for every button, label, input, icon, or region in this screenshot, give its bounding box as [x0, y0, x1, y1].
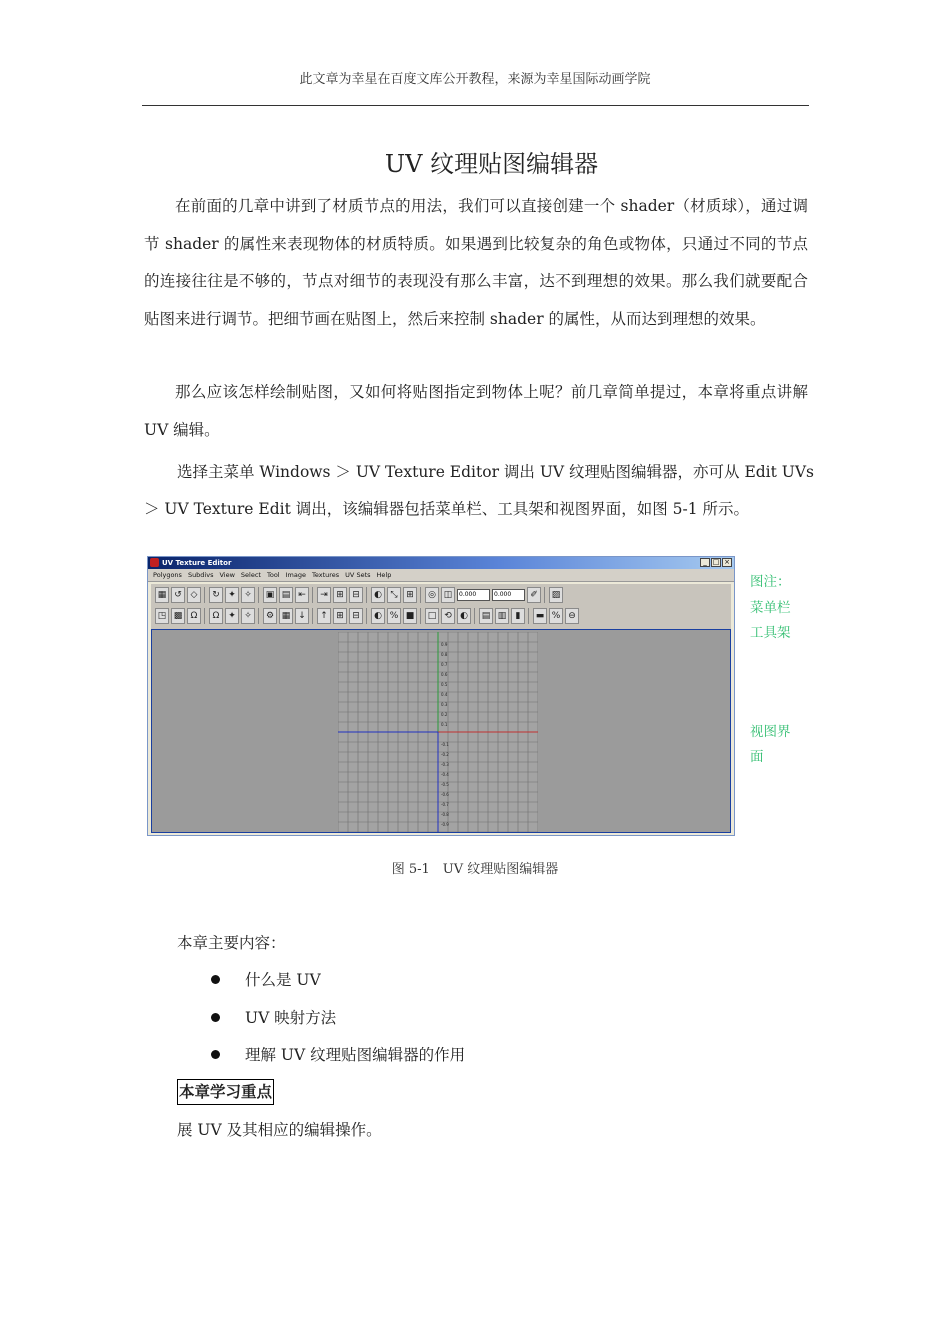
- menu-tool: Tool: [266, 571, 280, 579]
- toolbar-tool-icon: ✦: [225, 587, 239, 603]
- grid-tick-label: 0.5: [441, 682, 448, 687]
- toolbar-tool-icon: Ω: [209, 608, 223, 624]
- toolbar-tool-icon: ◫: [441, 587, 455, 603]
- grid-tick-label: 0.4: [441, 692, 448, 697]
- toolbar-tool-icon: ↻: [209, 587, 223, 603]
- toolbar-separator: [204, 608, 207, 624]
- toolbar-row-2: [155, 608, 579, 624]
- toolbar-tool-icon: ↓: [295, 608, 309, 624]
- toolbar-tool-icon: ▦: [155, 587, 169, 603]
- grid-tick-label: 0.8: [441, 652, 448, 657]
- paragraph-menu-line1: 选择主菜单 Windows ＞ UV Texture Editor 调出 UV 纹理贴图编辑器，亦可从 Edit UVs: [177, 463, 814, 481]
- note-viewport-2: 面: [750, 749, 764, 765]
- toolbar-tool-icon: ⇥: [317, 587, 331, 603]
- toolbar-tool-icon: ✧: [241, 608, 255, 624]
- toolbar-tool-icon: ▣: [263, 587, 277, 603]
- toolbar-tool-icon: ◳: [155, 608, 169, 624]
- toolbar-tool-icon: %: [549, 608, 563, 624]
- toolbar-tool-icon: □: [425, 608, 439, 624]
- toolbar-separator: [366, 587, 369, 603]
- toolbar-separator: [312, 608, 315, 624]
- editor-toolbar: [151, 584, 731, 630]
- grid-tick-label: -0.6: [441, 792, 449, 797]
- grid-tick-label: -0.4: [441, 772, 449, 777]
- paragraph-question: 那么应该怎样绘制贴图，又如何将贴图指定到物体上呢？前几章简单提过，本章将重点讲解 UV 编辑。: [144, 383, 808, 439]
- toolbar-separator: [204, 587, 207, 603]
- menu-textures: Textures: [311, 571, 340, 579]
- toolbar-tool-icon: ◐: [457, 608, 471, 624]
- bullet-dot: [211, 975, 220, 984]
- grid-tick-label: -0.1: [441, 742, 449, 747]
- uv-editor-screenshot: [147, 556, 735, 836]
- toolbar-tool-icon: ▤: [279, 587, 293, 603]
- figure-caption: 图 5-1 UV 纹理贴图编辑器: [391, 862, 559, 877]
- toolbar-tool-icon: ✦: [225, 608, 239, 624]
- toolbar-tool-icon: ⚙: [263, 608, 277, 624]
- menu-image: Image: [285, 571, 306, 579]
- key-points-title: 本章学习重点: [177, 1079, 274, 1105]
- toolbar-tool-icon: ◐: [371, 587, 385, 603]
- toolbar-tool-icon: ▥: [495, 608, 509, 624]
- grid-tick-label: 0.3: [441, 702, 448, 707]
- toolbar-tool-icon: ⇤: [295, 587, 309, 603]
- toolbar-tool-icon: ✧: [241, 587, 255, 603]
- toolbar-tool-icon: ⊟: [349, 608, 363, 624]
- grid-tick-label: -0.7: [441, 802, 449, 807]
- toolbar-separator: [366, 608, 369, 624]
- bullet-dot: [211, 1013, 220, 1022]
- toolbar-tool-icon: ✐: [527, 587, 541, 603]
- grid-tick-label: -0.8: [441, 812, 449, 817]
- note-viewport-1: 视图界: [750, 724, 791, 740]
- window-controls: [700, 558, 732, 567]
- menu-subdivs: Subdivs: [187, 571, 214, 579]
- grid-tick-label: -0.5: [441, 782, 449, 787]
- menu-select: Select: [240, 571, 261, 579]
- editor-menubar: [148, 569, 734, 582]
- contents-title: 本章主要内容：: [177, 934, 286, 952]
- maya-logo-icon: [150, 558, 159, 567]
- toolbar-tool-icon: ▨: [549, 587, 563, 603]
- note-label: 图注：: [750, 574, 791, 590]
- toolbar-tool-icon: ■: [403, 608, 417, 624]
- toolbar-tool-icon: ▤: [479, 608, 493, 624]
- grid-tick-label: 0.2: [441, 712, 448, 717]
- toolbar-tool-icon: ◇: [187, 587, 201, 603]
- toolbar-tool-icon: ↺: [171, 587, 185, 603]
- toolbar-tool-icon: ⊞: [333, 608, 347, 624]
- uv-viewport: [151, 629, 731, 833]
- toolbar-tool-icon: ⤡: [387, 587, 401, 603]
- toolbar-tool-icon: ▩: [171, 608, 185, 624]
- toolbar-row-1: [155, 587, 563, 603]
- grid-tick-label: -0.9: [441, 822, 449, 827]
- bullet-item-3: 理解 UV 纹理贴图编辑器的作用: [245, 1046, 466, 1064]
- menu-polygons: Polygons: [153, 571, 182, 579]
- toolbar-tool-icon: ⊖: [565, 608, 579, 624]
- menu-help: Help: [376, 571, 392, 579]
- toolbar-separator: [528, 608, 531, 624]
- maximize-icon: □: [712, 558, 720, 566]
- toolbar-tool-icon: ▬: [533, 608, 547, 624]
- bullet-item-1: 什么是 UV: [245, 971, 321, 989]
- uv-grid: [338, 632, 538, 832]
- uv-value-field: 0.000: [457, 589, 490, 601]
- toolbar-separator: [420, 587, 423, 603]
- toolbar-tool-icon: Ω: [187, 608, 201, 624]
- grid-tick-label: 0.6: [441, 672, 448, 677]
- toolbar-tool-icon: ⊟: [349, 587, 363, 603]
- toolbar-tool-icon: ◐: [371, 608, 385, 624]
- toolbar-separator: [474, 608, 477, 624]
- toolbar-tool-icon: ▮: [511, 608, 525, 624]
- menu-view: View: [219, 571, 235, 579]
- grid-tick-label: 0.1: [441, 722, 448, 727]
- paragraph-menu-line2: ＞ UV Texture Edit 调出，该编辑器包括菜单栏、工具架和视图界面，如图 5-1 所示。: [144, 500, 750, 518]
- toolbar-tool-icon: ⊞: [403, 587, 417, 603]
- toolbar-separator: [258, 587, 261, 603]
- toolbar-tool-icon: ▦: [279, 608, 293, 624]
- toolbar-separator: [420, 608, 423, 624]
- close-icon: ×: [722, 558, 732, 567]
- paragraph-intro: 在前面的几章中讲到了材质节点的用法，我们可以直接创建一个 shader（材质球），通过调节 shader 的属性来表现物体的材质特质。如果遇到比较复杂的角色或物体，只通过不同的节点的连接往往是不够的，节点对细节的表现没有那么丰富，达不到理想的效果。那么我们就要配合贴图来进行调节。把细节画在贴图上，然后来控制 shader 的属性，从而达到理想的效果。: [144, 197, 808, 328]
- toolbar-tool-icon: ⊞: [333, 587, 347, 603]
- minimize-icon: _: [700, 558, 710, 567]
- header-rule: [142, 105, 809, 106]
- bullet-dot: [211, 1050, 220, 1059]
- page-title: UV 纹理贴图编辑器: [384, 150, 599, 178]
- toolbar-tool-icon: ↑: [317, 608, 331, 624]
- bullet-item-2: UV 映射方法: [245, 1009, 337, 1027]
- note-menubar: 菜单栏: [750, 600, 791, 616]
- grid-tick-label: -0.2: [441, 752, 449, 757]
- toolbar-tool-icon: ⟲: [441, 608, 455, 624]
- toolbar-separator: [312, 587, 315, 603]
- toolbar-separator: [544, 587, 547, 603]
- page-header: 此文章为幸星在百度文库公开教程，来源为幸星国际动画学院: [299, 72, 651, 87]
- key-points-text: 展 UV 及其相应的编辑操作。: [177, 1121, 382, 1139]
- toolbar-tool-icon: %: [387, 608, 401, 624]
- note-shelf: 工具架: [750, 625, 791, 641]
- grid-tick-label: -0.3: [441, 762, 449, 767]
- grid-tick-label: 0.9: [441, 642, 448, 647]
- menu-uv-sets: UV Sets: [345, 571, 371, 579]
- toolbar-tool-icon: ◎: [425, 587, 439, 603]
- toolbar-separator: [258, 608, 261, 624]
- editor-titlebar: [148, 557, 734, 569]
- grid-tick-label: 0.7: [441, 662, 448, 667]
- uv-value-field: 0.000: [492, 589, 525, 601]
- editor-window-title: UV Texture Editor: [162, 559, 232, 567]
